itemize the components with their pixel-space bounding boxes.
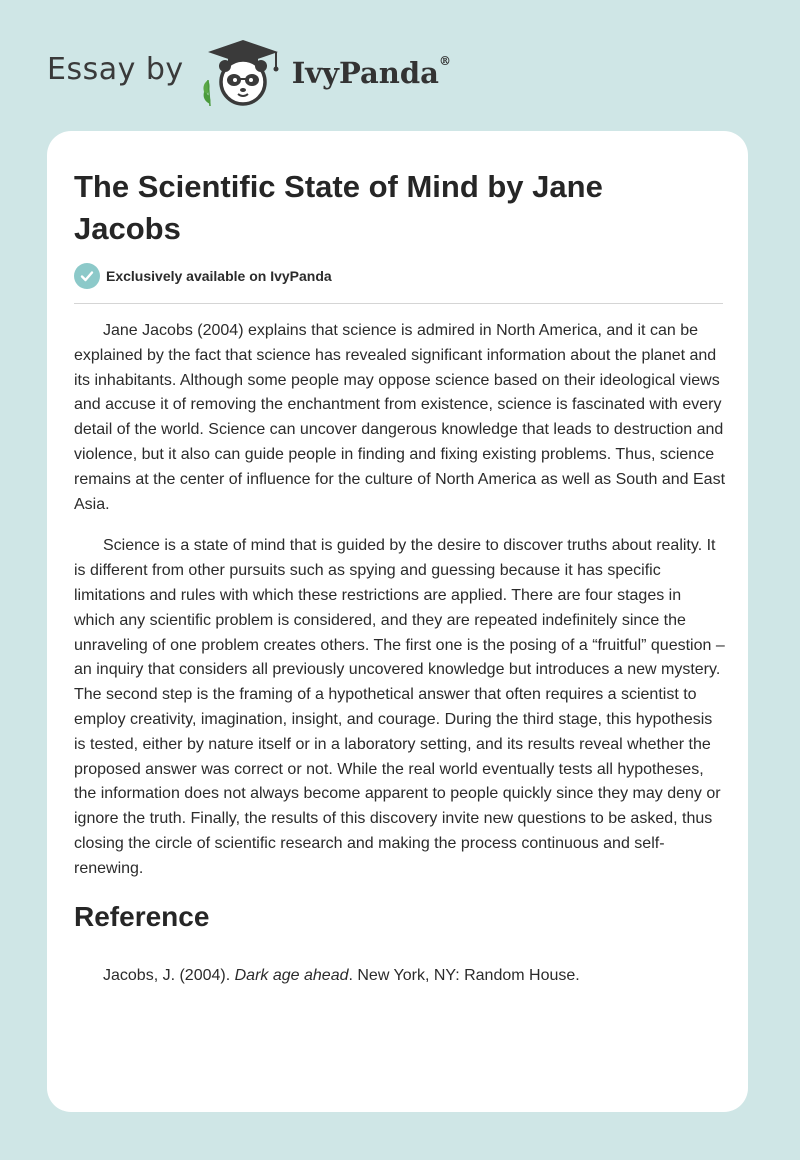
ivypanda-wordmark[interactable]: IvyPanda® — [291, 54, 451, 90]
reference-heading: Reference — [74, 901, 210, 932]
reference-entry: Jacobs, J. (2004). Dark age ahead. New York, NY: Random House. — [103, 967, 580, 984]
essay-card — [47, 131, 748, 1112]
site-header — [47, 36, 451, 108]
essay-by-label: Essay by — [47, 51, 184, 87]
paragraph: Science is a state of mind that is guided by the desire to discover truths about reality. It is different from other pursuits such as spying and guessing because it has specific limitations and rules with which these restrictions are applied. There are four stages in which any scientific problem is considered, and they are repeated indefinitely since the unraveling of one problem creates others. The first one is the posing of a “fruitful” question – an inquiry that considers all previously uncovered knowledge but introduces a new mystery. The second step is the framing of a hypothetical answer that often requires a scientist to employ creativity, imagination, insight, and courage. During the third stage, this hypothesis is tested, either by nature itself or in a laboratory setting, and its results reveal whether the proposed answer was correct or not. While the real world eventually tests all hypotheses, the information does not always become apparent to people quickly since they may deny or ignore the truth. Finally, the results of this discovery invite new questions to be asked, thus closing the circle of scientific research and making the process continuous and self-renewing. — [74, 537, 725, 877]
essay-body — [74, 319, 726, 899]
reference-book-title: Dark age ahead — [234, 967, 349, 984]
divider — [74, 303, 723, 304]
check-icon — [74, 263, 100, 289]
page-title: The Scientific State of Mind by Jane Jacobs — [74, 169, 603, 246]
paragraph: Jane Jacobs (2004) explains that science is admired in North America, and it can be explained by the fact that science has revealed significant information about the planet and its inhabitants. Although some people may oppose science based on their ideological views and accuse it of removing the enchantment from existence, science is fascinated with every detail of the world. Science can uncover dangerous knowledge that leads to destruction and violence, but it also can guide people in finding and fixing existing problems. Thus, science remains at the center of influence for the culture of North America as well as South and East Asia. — [74, 322, 726, 513]
badge-label: Exclusively available on IvyPanda — [106, 268, 332, 284]
exclusive-badge — [74, 263, 332, 289]
ivypanda-logo-icon[interactable] — [198, 36, 288, 108]
